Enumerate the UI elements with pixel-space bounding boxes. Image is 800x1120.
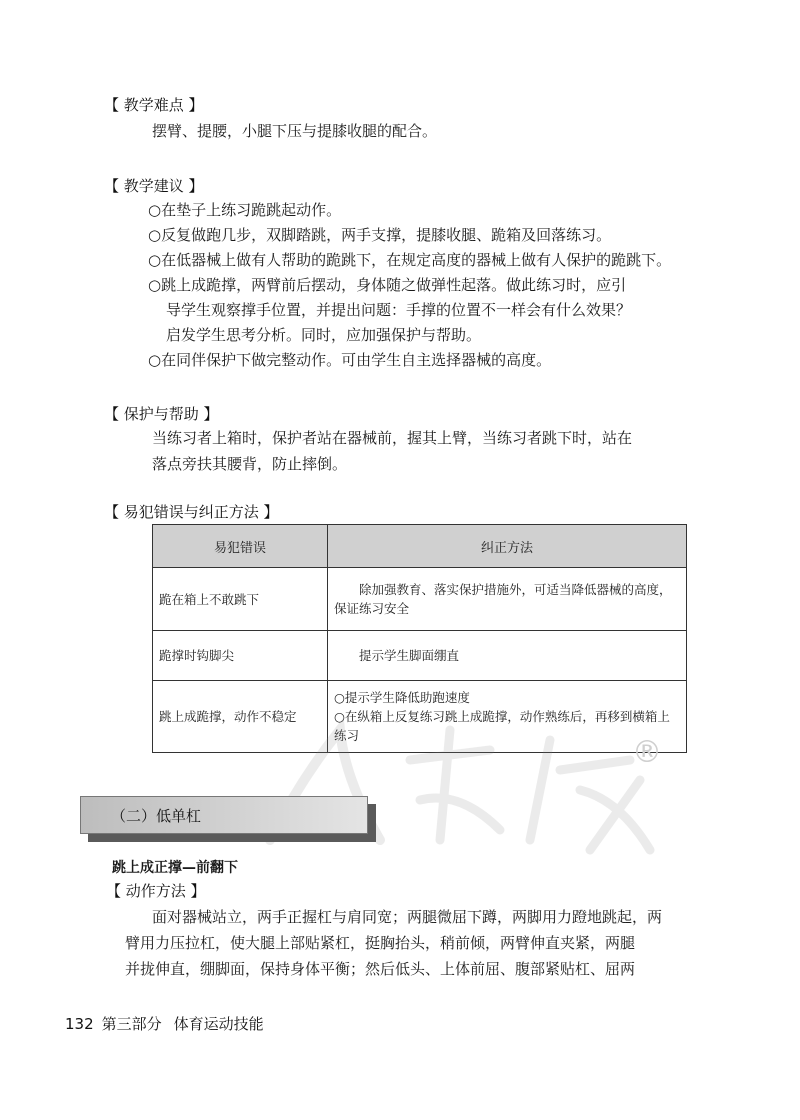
skill-method-heading: 【 动作方法 】 xyxy=(106,882,206,900)
protection-line: 落点旁扶其腰背，防止摔倒。 xyxy=(152,455,348,473)
page-footer xyxy=(65,1013,264,1034)
suggestion-item: ○反复做跑几步，双脚踏跳，两手支撑，提膝收腿、跪箱及回落练习。 xyxy=(148,226,612,244)
suggestion-item: ○在低器械上做有人帮助的跪跳下，在规定高度的器械上做有人保护的跪跳下。 xyxy=(148,251,672,269)
skill-method-line: 臂用力压拉杠，使大腿上部贴紧杠，挺胸抬头，稍前倾，两臂伸直夹紧，两腿 xyxy=(125,934,636,952)
fix-item: ○提示学生降低助跑速度 xyxy=(334,690,470,705)
fix-item: ○在纵箱上反复练习跳上成跪撑，动作熟练后，再移到横箱上练习 xyxy=(334,709,670,743)
protection-line: 当练习者上箱时，保护者站在器械前，握其上臂，当练习者跳下时，站在 xyxy=(152,429,633,447)
footer-chapter: 体育运动技能 xyxy=(173,1015,264,1033)
difficulty-heading: 【 教学难点 】 xyxy=(104,96,204,114)
suggestion-item: ○在垫子上练习跪跳起动作。 xyxy=(148,201,342,219)
table-row xyxy=(153,681,687,753)
error-cell: 跳上成跪撑，动作不稳定 xyxy=(153,681,328,753)
suggestions-heading: 【 教学建议 】 xyxy=(104,177,204,195)
section-title: （二）低单杠 xyxy=(80,796,368,834)
suggestion-item: ○在同伴保护下做完整动作。可由学生自主选择器械的高度。 xyxy=(148,351,552,369)
skill-title: 跳上成正撑—前翻下 xyxy=(112,860,238,876)
suggestion-item-continued: 启发学生思考分析。同时，应加强保护与帮助。 xyxy=(166,326,482,344)
table-row xyxy=(153,568,687,631)
footer-part: 第三部分 xyxy=(101,1015,162,1033)
fix-cell: 提示学生脚面绷直 xyxy=(328,631,687,681)
errors-table xyxy=(152,524,687,753)
error-cell: 跪在箱上不敢跳下 xyxy=(153,568,328,631)
fix-cell: 除加强教育、落实保护措施外，可适当降低器械的高度，保证练习安全 xyxy=(328,568,687,631)
skill-method-line: 并拢伸直，绷脚面，保持身体平衡；然后低头、上体前屈、腹部紧贴杠、屈两 xyxy=(125,960,636,978)
col-error-header: 易犯错误 xyxy=(153,525,328,568)
difficulty-text: 摆臂、提腰，小腿下压与提膝收腿的配合。 xyxy=(152,122,438,140)
page-number: 132 xyxy=(65,1015,94,1033)
suggestion-item: ○跳上成跪撑，两臂前后摆动，身体随之做弹性起落。做此练习时，应引 xyxy=(148,276,627,294)
table-header-row xyxy=(153,525,687,568)
watermark-registered-mark: ® xyxy=(632,735,662,770)
skill-method-line: 面对器械站立，两手正握杠与肩同宽；两腿微屈下蹲，两脚用力蹬地跳起，两 xyxy=(152,908,663,926)
errors-heading: 【 易犯错误与纠正方法 】 xyxy=(104,503,279,521)
suggestion-item-continued: 导学生观察撑手位置，并提出问题：手撑的位置不一样会有什么效果？ xyxy=(166,301,632,319)
table-row xyxy=(153,631,687,681)
protection-heading: 【 保护与帮助 】 xyxy=(104,405,219,423)
col-fix-header: 纠正方法 xyxy=(328,525,687,568)
error-cell: 跪撑时钩脚尖 xyxy=(153,631,328,681)
